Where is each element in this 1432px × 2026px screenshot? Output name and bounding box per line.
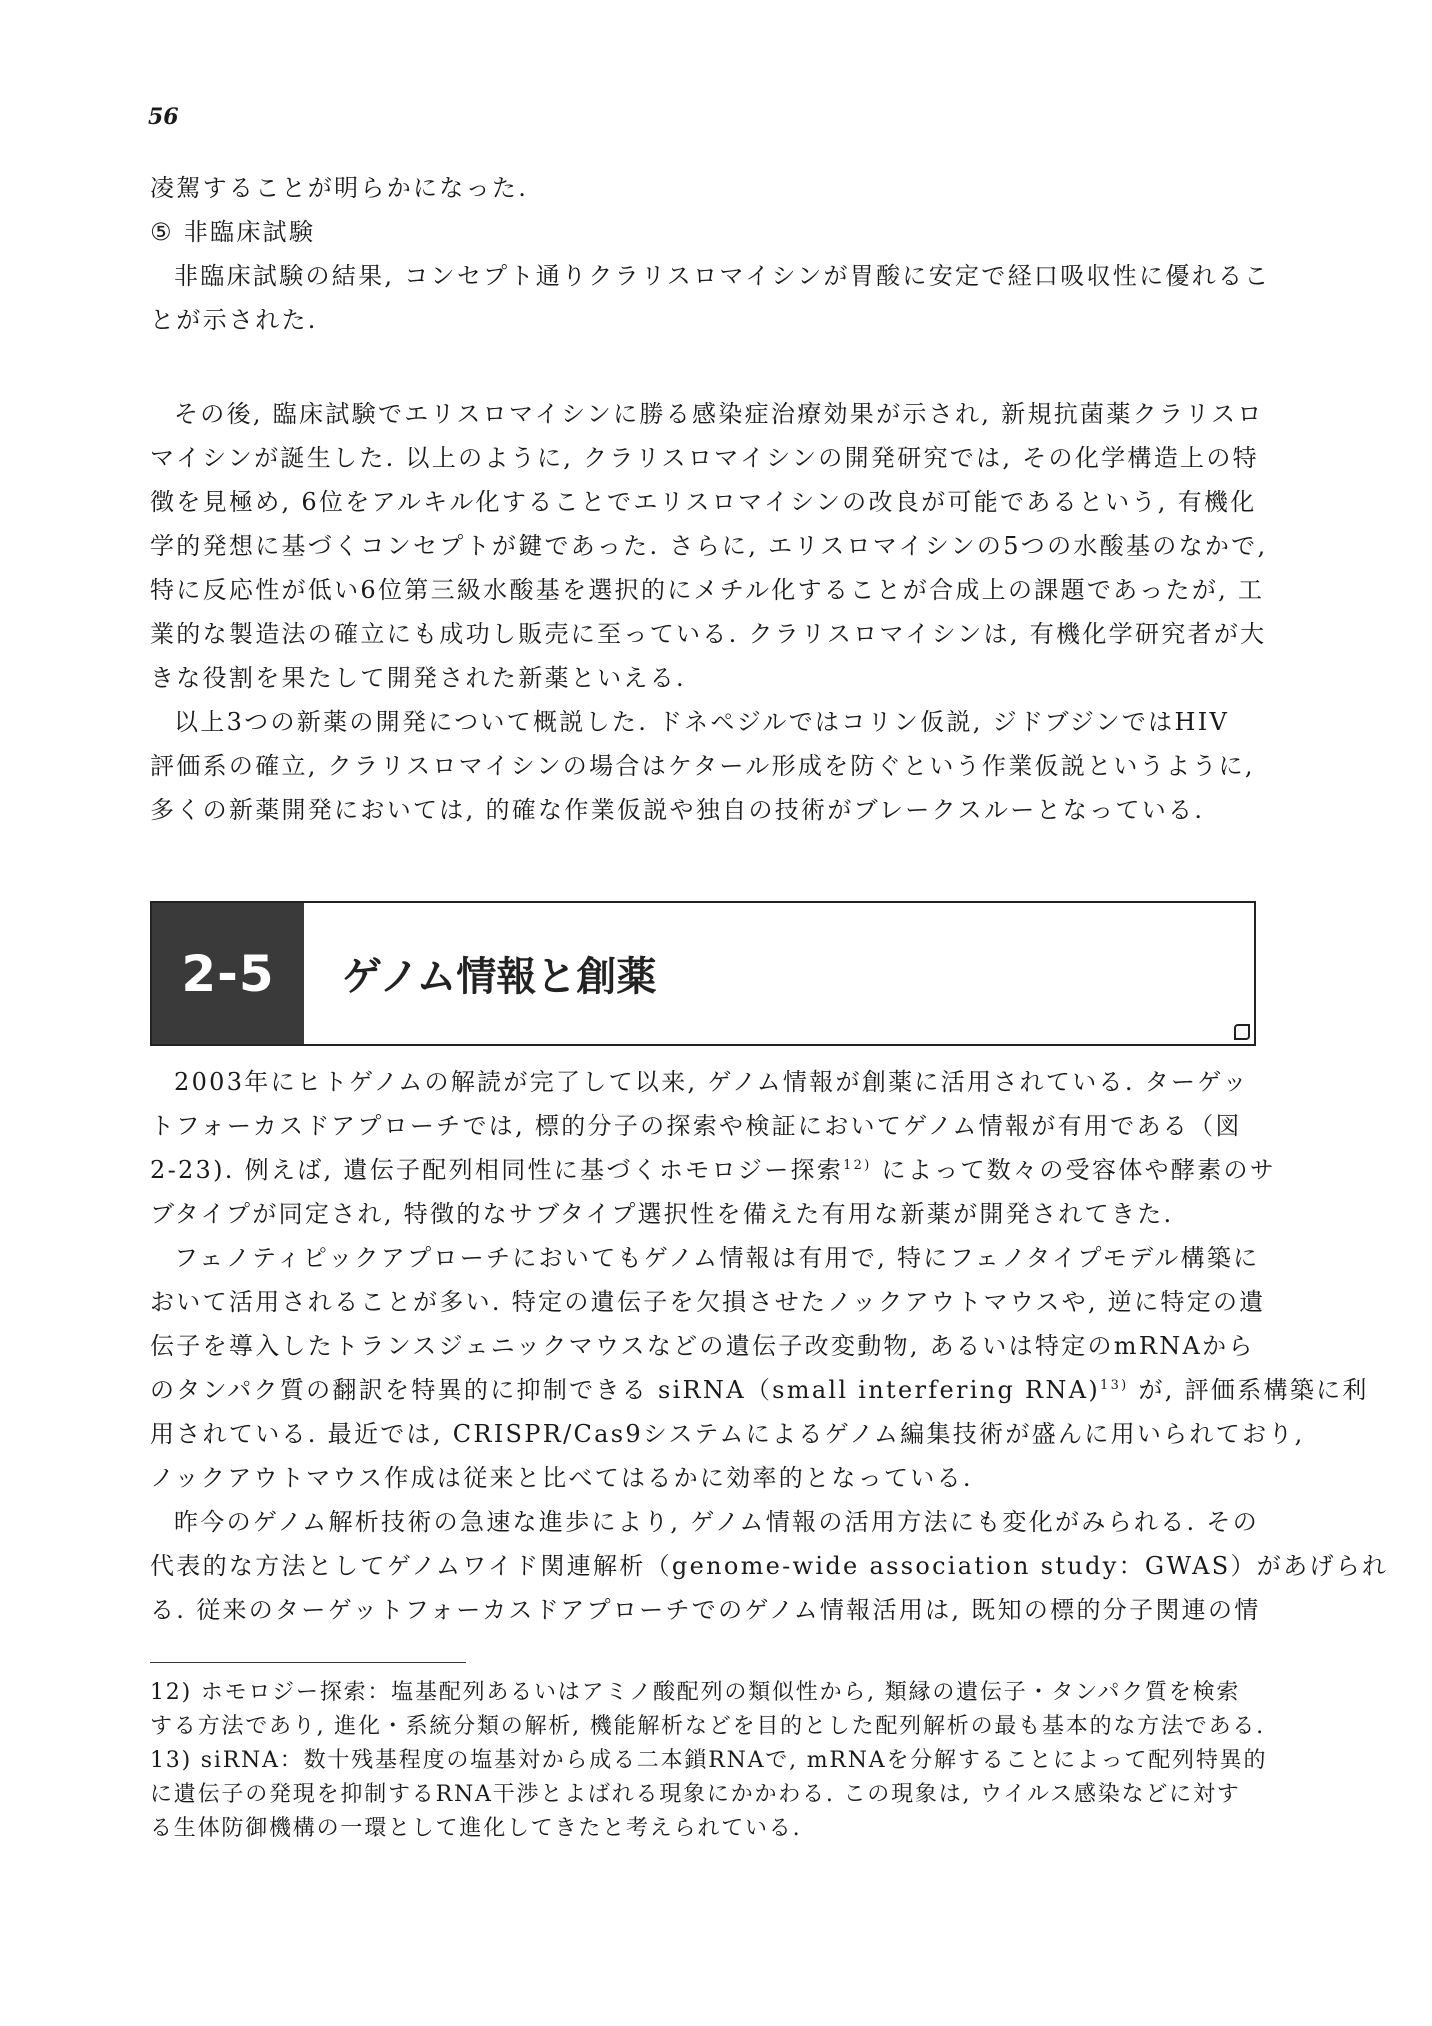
page-number: 56: [148, 104, 179, 130]
text-line: マイシンが誕生した. 以上のように, クラリスロマイシンの開発研究では, その化学構造上の特: [150, 444, 1259, 472]
text-line: 2003年にヒトゲノムの解読が完了して以来, ゲノム情報が創薬に活用されている. ターゲッ: [174, 1068, 1249, 1096]
text-segment: によって数々の受容体や酵素のサ: [871, 1156, 1277, 1184]
text-line: 多くの新薬開発においては, 的確な作業仮説や独自の技術がブレークスルーとなっている.: [150, 796, 1205, 824]
text-line: 伝子を導入したトランスジェニックマウスなどの遺伝子改変動物, あるいは特定のmRNAから: [150, 1332, 1255, 1360]
text-segment: が, 評価系構築に利: [1128, 1376, 1369, 1404]
summary-section: [150, 392, 1268, 832]
text-line: フェノティピックアプローチにおいてもゲノム情報は有用で, 特にフェノタイプモデル構築に: [174, 1244, 1260, 1272]
section-title: ゲノム情報と創薬: [342, 954, 657, 1000]
text-line: 業的な製造法の確立にも成功し販売に至っている. クラリスロマイシンは, 有機化学研究者が大: [150, 620, 1267, 648]
text-line: きな役割を果たして開発された新薬といえる.: [150, 664, 686, 692]
text-line: 評価系の確立, クラリスロマイシンの場合はケタール形成を防ぐという作業仮説というように,: [150, 752, 1255, 780]
text-line: 以上3つの新薬の開発について概説した. ドネペジルではコリン仮説, ジドブジンではHIV: [174, 708, 1230, 736]
text-line: おいて活用されることが多い. 特定の遺伝子を欠損させたノックアウトマウスや, 逆に特定の遺: [150, 1288, 1266, 1316]
body-section: [150, 1060, 1389, 1632]
footnotes: [150, 1676, 1268, 1846]
footnote-line: に遺伝子の発現を抑制するRNA干渉とよばれる現象にかかわる. この現象は, ウイルス感染などに対す: [150, 1782, 1241, 1807]
text-line: 非臨床試験の結果, コンセプト通りクラリスロマイシンが胃酸に安定で経口吸収性に優れるこ: [174, 262, 1271, 290]
text-segment: のタンパク質の翻訳を特異的に抑制できる siRNA（small interfering RNA): [150, 1376, 1101, 1404]
text-line: 学的発想に基づくコンセプトが鍵であった. さらに, エリスロマイシンの5つの水酸基のなかで,: [150, 532, 1268, 560]
text-line: ブタイプが同定され, 特徴的なサブタイプ選択性を備えた有用な新薬が開発されてきた.: [150, 1200, 1174, 1228]
section-header: [150, 901, 1256, 1046]
text-line: トフォーカスドアプローチでは, 標的分子の探索や検証においてゲノム情報が有用である（図: [150, 1112, 1242, 1140]
section-number: 2-5: [152, 903, 304, 1044]
footnote-ref-12: 12): [843, 1158, 872, 1173]
text-line: 特に反応性が低い6位第三級水酸基を選択的にメチル化することが合成上の課題であったが, 工: [150, 576, 1265, 604]
intro-section: [150, 166, 1271, 342]
text-line: 用されている. 最近では, CRISPR/Cas9システムによるゲノム編集技術が盛んに用いられており,: [150, 1420, 1305, 1448]
footnote-ref-13: 13): [1100, 1378, 1129, 1393]
text-segment: 2-23). 例えば, 遺伝子配列相同性に基づくホモロジー探索: [150, 1156, 844, 1184]
text-line: [150, 1148, 1277, 1192]
text-line: る. 従来のターゲットフォーカスドアプローチでのゲノム情報活用は, 既知の標的分子関連の情: [150, 1596, 1261, 1624]
text-line: とが示された.: [150, 306, 318, 334]
footnote-line: 13) siRNA：数十残基程度の塩基対から成る二本鎖RNAで, mRNAを分解することによって配列特異的: [150, 1748, 1268, 1773]
text-line: [150, 1368, 1369, 1412]
text-line: その後, 臨床試験でエリスロマイシンに勝る感染症治療効果が示され, 新規抗菌薬クラリスロ: [174, 400, 1264, 428]
text-line: 凌駕することが明らかになった.: [150, 174, 529, 202]
text-line: 昨今のゲノム解析技術の急速な進歩により, ゲノム情報の活用方法にも変化がみられる. その: [174, 1508, 1259, 1536]
text-line: 徴を見極め, 6位をアルキル化することでエリスロマイシンの改良が可能であるという, 有機化: [150, 488, 1257, 516]
text-line: ノックアウトマウス作成は従来と比べてはるかに効率的となっている.: [150, 1464, 973, 1492]
footnote-divider: [150, 1662, 466, 1663]
corner-ornament-icon: [1234, 1024, 1250, 1040]
footnote-line: する方法であり, 進化・系統分類の解析, 機能解析などを目的とした配列解析の最も基本的な方法である.: [150, 1714, 1265, 1739]
subheading-non-clinical: ⑤ 非臨床試験: [150, 218, 316, 246]
footnote-line: る生体防御機構の一環として進化してきたと考えられている.: [150, 1816, 802, 1841]
footnote-line: 12) ホモロジー探索：塩基配列あるいはアミノ酸配列の類似性から, 類縁の遺伝子・タンパク質を検索: [150, 1680, 1241, 1705]
text-line: 代表的な方法としてゲノムワイド関連解析（genome-wide association study：GWAS）があげられ: [150, 1552, 1389, 1580]
